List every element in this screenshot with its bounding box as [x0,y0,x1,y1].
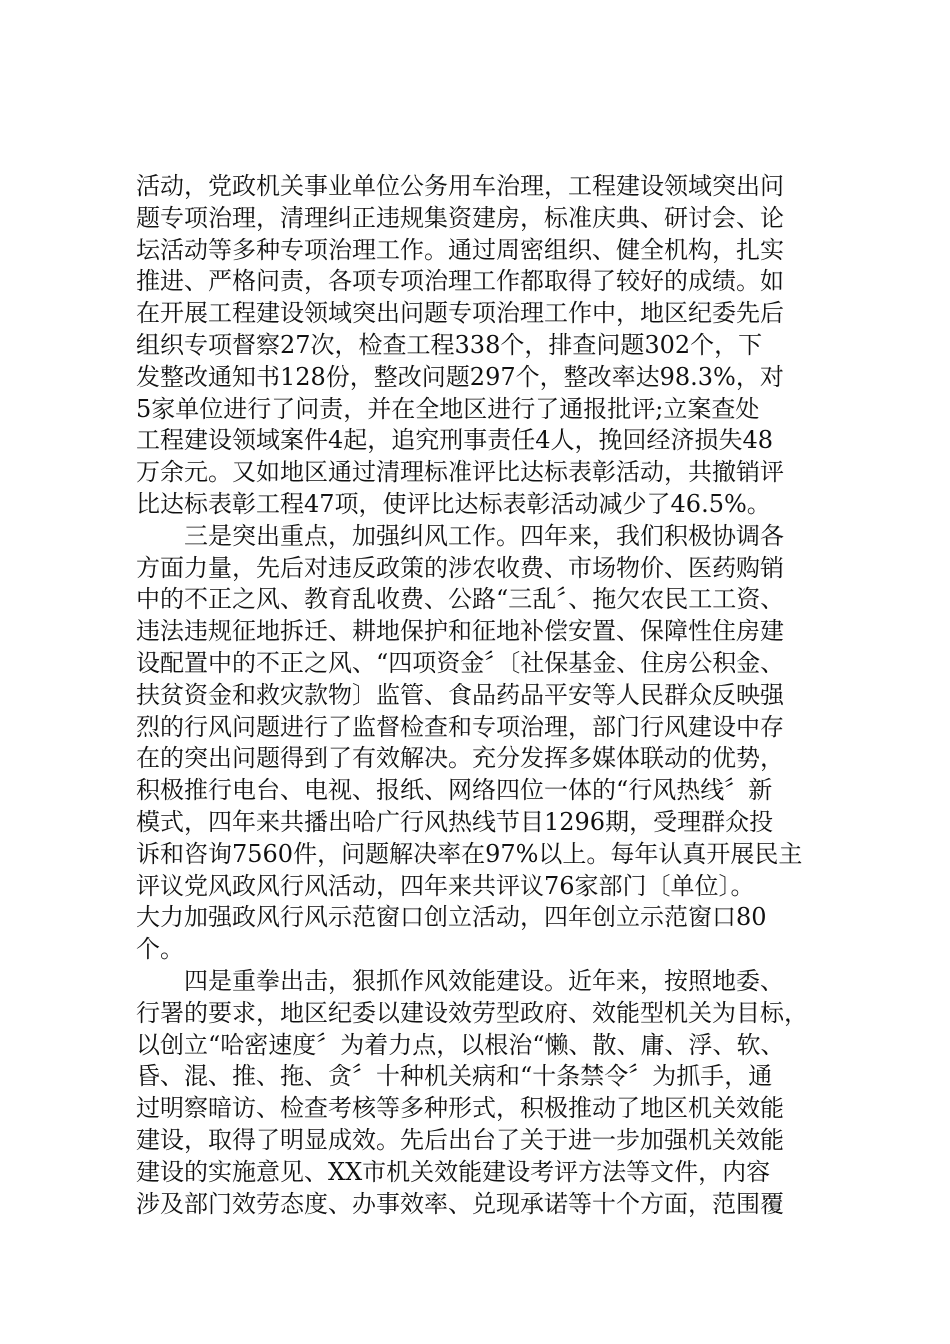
text-line: 行署的要求，地区纪委以建设效劳型政府、效能型机关为目标， [136,998,808,1027]
text-line: 5家单位进行了问责，并在全地区进行了通报批评;立案查处 [136,394,760,423]
text-line: 推进、严格问责，各项专项治理工作都取得了较好的成绩。如 [136,267,784,296]
text-line: 积极推行电台、电视、报纸、网络四位一体的“行风热线〞新 [136,776,773,805]
text-line: 发整改通知书128份，整改问题297个，整改率达98.3%，对 [136,362,784,391]
text-line: 烈的行风问题进行了监督检查和专项治理，部门行风建设中存 [136,712,784,741]
text-line: 方面力量，先后对违反政策的涉农收费、市场物价、医药购销 [136,553,784,582]
text-line: 万余元。又如地区通过清理标准评比达标表彰活动，共撤销评 [136,458,784,487]
text-line: 中的不正之风、教育乱收费、公路“三乱〞、拖欠农民工工资、 [136,585,785,614]
text-line: 昏、混、推、拖、贪〞十种机关病和“十条禁令〞为抓手，通 [136,1062,773,1091]
text-line: 个。 [136,935,184,964]
text-line: 建设的实施意见、XX市机关效能建设考评方法等文件，内容 [136,1157,771,1186]
text-line: 设配置中的不正之风、“四项资金〞〔社保基金、住房公积金、 [136,648,785,677]
text-line: 违法违规征地拆迁、耕地保护和征地补偿安置、保障性住房建 [136,617,784,646]
text-line: 组织专项督察27次，检查工程338个，排查问题302个，下 [136,330,763,359]
text-line: 过明察暗访、检查考核等多种形式，积极推动了地区机关效能 [136,1094,784,1123]
text-line: 活动，党政机关事业单位公务用车治理，工程建设领域突出问 [136,172,784,200]
text-line: 诉和咨询7560件，问题解决率在97%以上。每年认真开展民主 [136,839,803,868]
text-line: 在的突出问题得到了有效解决。充分发挥多媒体联动的优势， [136,744,784,773]
paragraph-start-line: 三是突出重点，加强纠风工作。四年来，我们积极协调各 [184,521,784,550]
text-line: 评议党风政风行风活动，四年来共评议76家部门〔单位〕。 [136,871,755,900]
text-line: 以创立“哈密速度〞为着力点，以根治“懒、散、庸、浮、软、 [136,1030,785,1059]
text-line: 坛活动等多种专项治理工作。通过周密组织、健全机构，扎实 [136,235,784,264]
body-text [136,171,826,1220]
text-line: 扶贫资金和救灾款物〕监管、食品药品平安等人民群众反映强 [136,680,784,709]
text-line: 比达标表彰工程47项，使评比达标表彰活动减少了46.5%。 [136,489,771,518]
text-line: 建设，取得了明显成效。先后出台了关于进一步加强机关效能 [136,1125,784,1154]
text-line: 模式，四年来共播出哈广行风热线节目1296期，受理群众投 [136,807,774,836]
text-line: 题专项治理，清理纠正违规集资建房，标准庆典、研讨会、论 [136,203,784,232]
paragraph-start-line: 四是重拳出击，狠抓作风效能建设。近年来，按照地委、 [184,966,784,995]
text-line: 在开展工程建设领域突出问题专项治理工作中，地区纪委先后 [136,299,784,328]
text-line: 工程建设领域案件4起，追究刑事责任4人，挽回经济损失48 [136,426,774,455]
text-line: 大力加强政风行风示范窗口创立活动，四年创立示范窗口80 [136,903,767,932]
text-line: 涉及部门效劳态度、办事效率、兑现承诺等十个方面，范围覆 [136,1189,784,1218]
